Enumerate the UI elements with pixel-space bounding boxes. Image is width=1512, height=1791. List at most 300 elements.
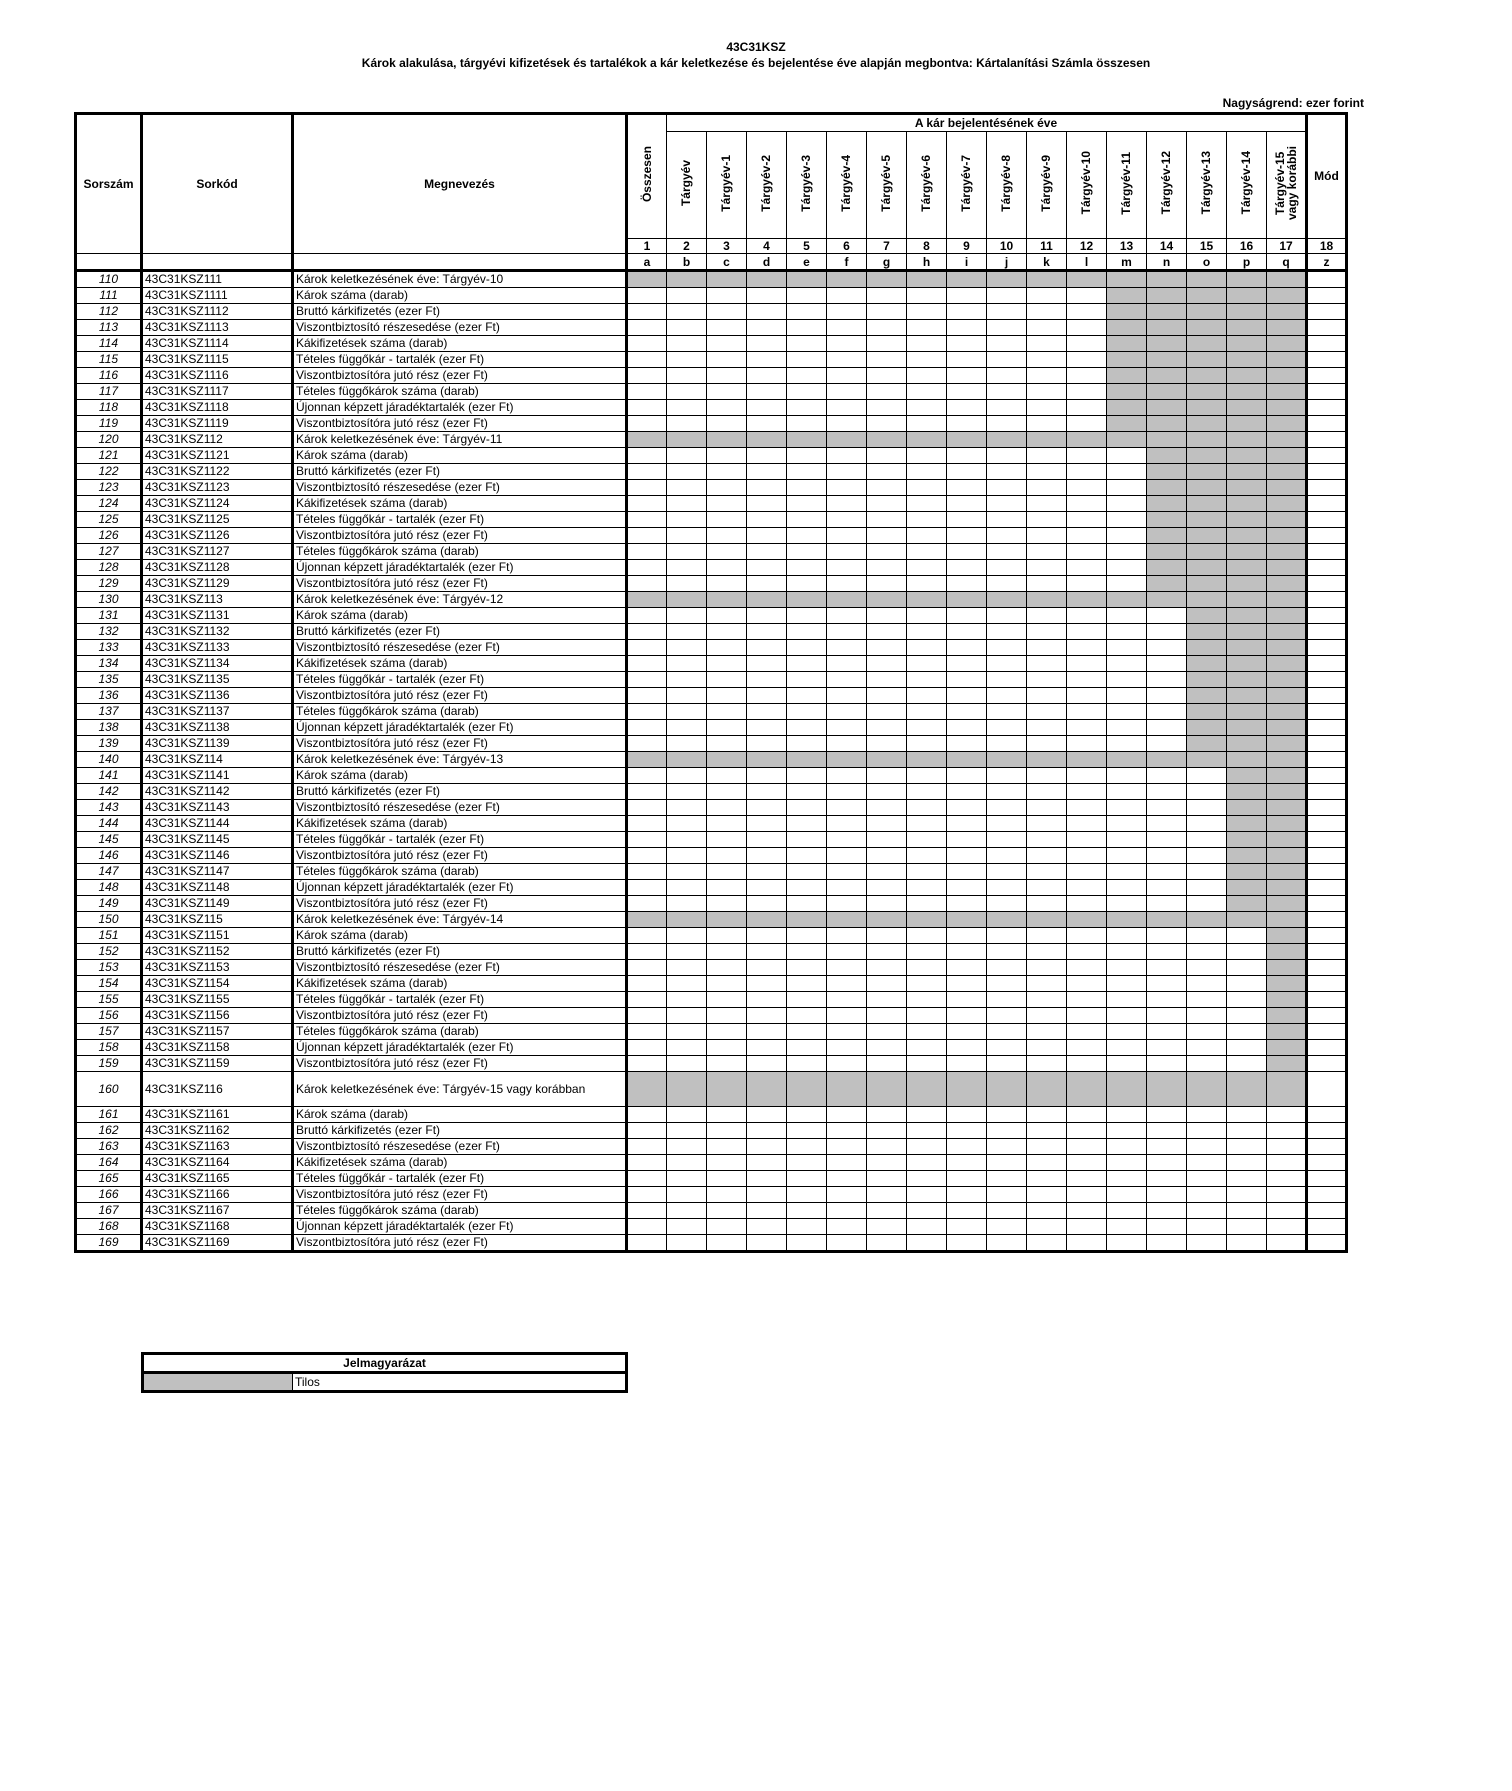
- data-cell[interactable]: [1267, 1203, 1307, 1219]
- data-cell[interactable]: [1107, 1139, 1147, 1155]
- data-cell[interactable]: [907, 976, 947, 992]
- data-cell[interactable]: [667, 960, 707, 976]
- data-cell[interactable]: [667, 528, 707, 544]
- data-cell[interactable]: [907, 1235, 947, 1252]
- data-cell[interactable]: [867, 544, 907, 560]
- data-cell[interactable]: [987, 864, 1027, 880]
- data-cell[interactable]: [947, 320, 987, 336]
- data-cell[interactable]: [1067, 496, 1107, 512]
- data-cell[interactable]: [1067, 448, 1107, 464]
- data-cell[interactable]: [627, 816, 667, 832]
- data-cell[interactable]: [907, 848, 947, 864]
- data-cell[interactable]: [987, 480, 1027, 496]
- data-cell[interactable]: [867, 848, 907, 864]
- mod-cell[interactable]: [1307, 400, 1347, 416]
- data-cell[interactable]: [827, 496, 867, 512]
- data-cell[interactable]: [707, 880, 747, 896]
- data-cell[interactable]: [1107, 1203, 1147, 1219]
- data-cell[interactable]: [747, 720, 787, 736]
- data-cell[interactable]: [947, 336, 987, 352]
- mod-cell[interactable]: [1307, 752, 1347, 768]
- data-cell[interactable]: [627, 656, 667, 672]
- data-cell[interactable]: [707, 320, 747, 336]
- data-cell[interactable]: [907, 768, 947, 784]
- data-cell[interactable]: [707, 1107, 747, 1123]
- data-cell[interactable]: [1147, 816, 1187, 832]
- data-cell[interactable]: [627, 944, 667, 960]
- data-cell[interactable]: [867, 400, 907, 416]
- data-cell[interactable]: [1027, 864, 1067, 880]
- data-cell[interactable]: [907, 576, 947, 592]
- data-cell[interactable]: [747, 880, 787, 896]
- data-cell[interactable]: [627, 416, 667, 432]
- data-cell[interactable]: [627, 928, 667, 944]
- data-cell[interactable]: [787, 1056, 827, 1072]
- data-cell[interactable]: [667, 1235, 707, 1252]
- data-cell[interactable]: [987, 1187, 1027, 1203]
- data-cell[interactable]: [787, 992, 827, 1008]
- mod-cell[interactable]: [1307, 992, 1347, 1008]
- data-cell[interactable]: [1107, 1123, 1147, 1139]
- data-cell[interactable]: [1027, 768, 1067, 784]
- data-cell[interactable]: [627, 1040, 667, 1056]
- data-cell[interactable]: [747, 1235, 787, 1252]
- data-cell[interactable]: [987, 576, 1027, 592]
- data-cell[interactable]: [907, 544, 947, 560]
- data-cell[interactable]: [947, 800, 987, 816]
- data-cell[interactable]: [787, 768, 827, 784]
- data-cell[interactable]: [947, 992, 987, 1008]
- data-cell[interactable]: [947, 1219, 987, 1235]
- data-cell[interactable]: [1027, 1107, 1067, 1123]
- data-cell[interactable]: [947, 608, 987, 624]
- data-cell[interactable]: [627, 528, 667, 544]
- data-cell[interactable]: [747, 992, 787, 1008]
- data-cell[interactable]: [667, 560, 707, 576]
- data-cell[interactable]: [1067, 1008, 1107, 1024]
- data-cell[interactable]: [667, 640, 707, 656]
- data-cell[interactable]: [1187, 928, 1227, 944]
- data-cell[interactable]: [667, 336, 707, 352]
- data-cell[interactable]: [867, 768, 907, 784]
- data-cell[interactable]: [987, 944, 1027, 960]
- data-cell[interactable]: [707, 544, 747, 560]
- data-cell[interactable]: [707, 720, 747, 736]
- data-cell[interactable]: [747, 800, 787, 816]
- data-cell[interactable]: [747, 1155, 787, 1171]
- data-cell[interactable]: [1107, 816, 1147, 832]
- data-cell[interactable]: [747, 832, 787, 848]
- data-cell[interactable]: [867, 384, 907, 400]
- data-cell[interactable]: [1067, 720, 1107, 736]
- data-cell[interactable]: [787, 400, 827, 416]
- data-cell[interactable]: [1027, 608, 1067, 624]
- data-cell[interactable]: [867, 1008, 907, 1024]
- data-cell[interactable]: [627, 624, 667, 640]
- data-cell[interactable]: [1147, 608, 1187, 624]
- data-cell[interactable]: [907, 384, 947, 400]
- data-cell[interactable]: [707, 1008, 747, 1024]
- data-cell[interactable]: [707, 816, 747, 832]
- data-cell[interactable]: [1107, 720, 1147, 736]
- data-cell[interactable]: [787, 640, 827, 656]
- data-cell[interactable]: [667, 944, 707, 960]
- data-cell[interactable]: [1027, 560, 1067, 576]
- data-cell[interactable]: [827, 1123, 867, 1139]
- data-cell[interactable]: [747, 288, 787, 304]
- data-cell[interactable]: [667, 608, 707, 624]
- data-cell[interactable]: [747, 560, 787, 576]
- data-cell[interactable]: [1067, 656, 1107, 672]
- data-cell[interactable]: [947, 368, 987, 384]
- data-cell[interactable]: [667, 1123, 707, 1139]
- data-cell[interactable]: [947, 976, 987, 992]
- data-cell[interactable]: [947, 624, 987, 640]
- data-cell[interactable]: [707, 768, 747, 784]
- data-cell[interactable]: [707, 624, 747, 640]
- mod-cell[interactable]: [1307, 368, 1347, 384]
- data-cell[interactable]: [827, 608, 867, 624]
- data-cell[interactable]: [1147, 1040, 1187, 1056]
- data-cell[interactable]: [827, 1219, 867, 1235]
- data-cell[interactable]: [787, 736, 827, 752]
- data-cell[interactable]: [707, 336, 747, 352]
- data-cell[interactable]: [1147, 656, 1187, 672]
- data-cell[interactable]: [987, 336, 1027, 352]
- data-cell[interactable]: [947, 1056, 987, 1072]
- data-cell[interactable]: [787, 928, 827, 944]
- data-cell[interactable]: [1067, 976, 1107, 992]
- data-cell[interactable]: [707, 1187, 747, 1203]
- data-cell[interactable]: [907, 480, 947, 496]
- data-cell[interactable]: [667, 624, 707, 640]
- data-cell[interactable]: [867, 1107, 907, 1123]
- mod-cell[interactable]: [1307, 928, 1347, 944]
- data-cell[interactable]: [627, 320, 667, 336]
- data-cell[interactable]: [747, 528, 787, 544]
- data-cell[interactable]: [907, 464, 947, 480]
- data-cell[interactable]: [1107, 784, 1147, 800]
- data-cell[interactable]: [1027, 368, 1067, 384]
- data-cell[interactable]: [747, 624, 787, 640]
- data-cell[interactable]: [1027, 544, 1067, 560]
- data-cell[interactable]: [787, 816, 827, 832]
- data-cell[interactable]: [627, 992, 667, 1008]
- data-cell[interactable]: [787, 800, 827, 816]
- data-cell[interactable]: [867, 1056, 907, 1072]
- data-cell[interactable]: [1027, 400, 1067, 416]
- data-cell[interactable]: [867, 656, 907, 672]
- data-cell[interactable]: [707, 960, 747, 976]
- data-cell[interactable]: [627, 1219, 667, 1235]
- data-cell[interactable]: [867, 416, 907, 432]
- data-cell[interactable]: [1107, 560, 1147, 576]
- data-cell[interactable]: [747, 1056, 787, 1072]
- data-cell[interactable]: [1107, 512, 1147, 528]
- data-cell[interactable]: [1107, 848, 1147, 864]
- data-cell[interactable]: [787, 1040, 827, 1056]
- data-cell[interactable]: [1227, 1107, 1267, 1123]
- data-cell[interactable]: [747, 1139, 787, 1155]
- data-cell[interactable]: [867, 288, 907, 304]
- data-cell[interactable]: [747, 928, 787, 944]
- data-cell[interactable]: [827, 1155, 867, 1171]
- data-cell[interactable]: [827, 976, 867, 992]
- data-cell[interactable]: [947, 656, 987, 672]
- data-cell[interactable]: [827, 288, 867, 304]
- data-cell[interactable]: [987, 640, 1027, 656]
- data-cell[interactable]: [667, 800, 707, 816]
- mod-cell[interactable]: [1307, 1139, 1347, 1155]
- data-cell[interactable]: [747, 384, 787, 400]
- data-cell[interactable]: [827, 1040, 867, 1056]
- data-cell[interactable]: [707, 560, 747, 576]
- data-cell[interactable]: [787, 512, 827, 528]
- mod-cell[interactable]: [1307, 640, 1347, 656]
- data-cell[interactable]: [1027, 448, 1067, 464]
- data-cell[interactable]: [627, 1187, 667, 1203]
- mod-cell[interactable]: [1307, 1155, 1347, 1171]
- data-cell[interactable]: [627, 720, 667, 736]
- data-cell[interactable]: [907, 496, 947, 512]
- data-cell[interactable]: [867, 576, 907, 592]
- data-cell[interactable]: [1067, 1203, 1107, 1219]
- data-cell[interactable]: [947, 816, 987, 832]
- data-cell[interactable]: [627, 1008, 667, 1024]
- data-cell[interactable]: [787, 1235, 827, 1252]
- data-cell[interactable]: [907, 400, 947, 416]
- data-cell[interactable]: [1107, 1008, 1147, 1024]
- data-cell[interactable]: [1067, 992, 1107, 1008]
- data-cell[interactable]: [627, 1155, 667, 1171]
- data-cell[interactable]: [1227, 960, 1267, 976]
- data-cell[interactable]: [667, 656, 707, 672]
- data-cell[interactable]: [827, 944, 867, 960]
- data-cell[interactable]: [867, 1235, 907, 1252]
- data-cell[interactable]: [627, 560, 667, 576]
- data-cell[interactable]: [1147, 800, 1187, 816]
- data-cell[interactable]: [1147, 1107, 1187, 1123]
- data-cell[interactable]: [627, 800, 667, 816]
- data-cell[interactable]: [947, 384, 987, 400]
- data-cell[interactable]: [947, 1024, 987, 1040]
- mod-cell[interactable]: [1307, 672, 1347, 688]
- data-cell[interactable]: [1107, 1024, 1147, 1040]
- data-cell[interactable]: [827, 336, 867, 352]
- data-cell[interactable]: [667, 512, 707, 528]
- data-cell[interactable]: [1107, 896, 1147, 912]
- data-cell[interactable]: [667, 1008, 707, 1024]
- data-cell[interactable]: [667, 976, 707, 992]
- data-cell[interactable]: [827, 896, 867, 912]
- data-cell[interactable]: [787, 704, 827, 720]
- data-cell[interactable]: [947, 352, 987, 368]
- data-cell[interactable]: [1147, 624, 1187, 640]
- data-cell[interactable]: [1187, 832, 1227, 848]
- data-cell[interactable]: [947, 1040, 987, 1056]
- data-cell[interactable]: [907, 656, 947, 672]
- data-cell[interactable]: [707, 672, 747, 688]
- data-cell[interactable]: [627, 368, 667, 384]
- data-cell[interactable]: [1027, 1171, 1067, 1187]
- data-cell[interactable]: [907, 992, 947, 1008]
- data-cell[interactable]: [827, 1187, 867, 1203]
- data-cell[interactable]: [627, 704, 667, 720]
- data-cell[interactable]: [627, 768, 667, 784]
- data-cell[interactable]: [787, 448, 827, 464]
- data-cell[interactable]: [907, 320, 947, 336]
- data-cell[interactable]: [667, 416, 707, 432]
- data-cell[interactable]: [707, 1219, 747, 1235]
- mod-cell[interactable]: [1307, 1203, 1347, 1219]
- data-cell[interactable]: [907, 1219, 947, 1235]
- data-cell[interactable]: [1147, 688, 1187, 704]
- data-cell[interactable]: [827, 320, 867, 336]
- data-cell[interactable]: [1187, 1008, 1227, 1024]
- data-cell[interactable]: [907, 1171, 947, 1187]
- data-cell[interactable]: [1027, 720, 1067, 736]
- data-cell[interactable]: [867, 704, 907, 720]
- data-cell[interactable]: [907, 1155, 947, 1171]
- mod-cell[interactable]: [1307, 1219, 1347, 1235]
- data-cell[interactable]: [1187, 896, 1227, 912]
- data-cell[interactable]: [627, 496, 667, 512]
- data-cell[interactable]: [747, 576, 787, 592]
- data-cell[interactable]: [667, 720, 707, 736]
- data-cell[interactable]: [1147, 1187, 1187, 1203]
- data-cell[interactable]: [987, 800, 1027, 816]
- mod-cell[interactable]: [1307, 432, 1347, 448]
- data-cell[interactable]: [1267, 1123, 1307, 1139]
- mod-cell[interactable]: [1307, 800, 1347, 816]
- data-cell[interactable]: [987, 736, 1027, 752]
- data-cell[interactable]: [1107, 832, 1147, 848]
- data-cell[interactable]: [1107, 480, 1147, 496]
- data-cell[interactable]: [1067, 736, 1107, 752]
- data-cell[interactable]: [987, 464, 1027, 480]
- data-cell[interactable]: [787, 960, 827, 976]
- data-cell[interactable]: [1147, 960, 1187, 976]
- data-cell[interactable]: [1227, 1123, 1267, 1139]
- data-cell[interactable]: [787, 1171, 827, 1187]
- data-cell[interactable]: [867, 640, 907, 656]
- data-cell[interactable]: [707, 416, 747, 432]
- data-cell[interactable]: [1147, 944, 1187, 960]
- data-cell[interactable]: [1107, 464, 1147, 480]
- data-cell[interactable]: [1067, 1155, 1107, 1171]
- data-cell[interactable]: [667, 1107, 707, 1123]
- data-cell[interactable]: [787, 384, 827, 400]
- data-cell[interactable]: [707, 928, 747, 944]
- data-cell[interactable]: [947, 736, 987, 752]
- data-cell[interactable]: [1027, 352, 1067, 368]
- data-cell[interactable]: [787, 368, 827, 384]
- mod-cell[interactable]: [1307, 320, 1347, 336]
- data-cell[interactable]: [627, 1171, 667, 1187]
- data-cell[interactable]: [907, 800, 947, 816]
- data-cell[interactable]: [1067, 768, 1107, 784]
- data-cell[interactable]: [787, 576, 827, 592]
- data-cell[interactable]: [1027, 928, 1067, 944]
- data-cell[interactable]: [987, 368, 1027, 384]
- data-cell[interactable]: [947, 544, 987, 560]
- mod-cell[interactable]: [1307, 656, 1347, 672]
- data-cell[interactable]: [947, 512, 987, 528]
- data-cell[interactable]: [987, 1024, 1027, 1040]
- data-cell[interactable]: [947, 928, 987, 944]
- data-cell[interactable]: [947, 464, 987, 480]
- data-cell[interactable]: [987, 304, 1027, 320]
- data-cell[interactable]: [947, 576, 987, 592]
- data-cell[interactable]: [1227, 1219, 1267, 1235]
- data-cell[interactable]: [867, 624, 907, 640]
- data-cell[interactable]: [1107, 624, 1147, 640]
- mod-cell[interactable]: [1307, 496, 1347, 512]
- mod-cell[interactable]: [1307, 1008, 1347, 1024]
- data-cell[interactable]: [987, 976, 1027, 992]
- data-cell[interactable]: [747, 864, 787, 880]
- mod-cell[interactable]: [1307, 784, 1347, 800]
- data-cell[interactable]: [1027, 784, 1067, 800]
- data-cell[interactable]: [827, 704, 867, 720]
- data-cell[interactable]: [747, 448, 787, 464]
- data-cell[interactable]: [707, 400, 747, 416]
- data-cell[interactable]: [747, 464, 787, 480]
- data-cell[interactable]: [827, 352, 867, 368]
- data-cell[interactable]: [747, 352, 787, 368]
- data-cell[interactable]: [1027, 688, 1067, 704]
- data-cell[interactable]: [707, 368, 747, 384]
- data-cell[interactable]: [1267, 1171, 1307, 1187]
- data-cell[interactable]: [1067, 896, 1107, 912]
- data-cell[interactable]: [1147, 640, 1187, 656]
- data-cell[interactable]: [1067, 1040, 1107, 1056]
- data-cell[interactable]: [787, 896, 827, 912]
- data-cell[interactable]: [1067, 688, 1107, 704]
- data-cell[interactable]: [707, 464, 747, 480]
- data-cell[interactable]: [1027, 1203, 1067, 1219]
- data-cell[interactable]: [707, 496, 747, 512]
- data-cell[interactable]: [827, 720, 867, 736]
- data-cell[interactable]: [1107, 768, 1147, 784]
- data-cell[interactable]: [1227, 1008, 1267, 1024]
- data-cell[interactable]: [627, 1123, 667, 1139]
- data-cell[interactable]: [947, 704, 987, 720]
- data-cell[interactable]: [987, 1235, 1027, 1252]
- data-cell[interactable]: [987, 560, 1027, 576]
- data-cell[interactable]: [1107, 1056, 1147, 1072]
- data-cell[interactable]: [747, 816, 787, 832]
- data-cell[interactable]: [747, 1040, 787, 1056]
- data-cell[interactable]: [1067, 880, 1107, 896]
- data-cell[interactable]: [667, 880, 707, 896]
- data-cell[interactable]: [1187, 880, 1227, 896]
- data-cell[interactable]: [947, 1139, 987, 1155]
- data-cell[interactable]: [787, 1139, 827, 1155]
- data-cell[interactable]: [1027, 384, 1067, 400]
- data-cell[interactable]: [787, 848, 827, 864]
- data-cell[interactable]: [1067, 944, 1107, 960]
- data-cell[interactable]: [1187, 800, 1227, 816]
- data-cell[interactable]: [827, 1171, 867, 1187]
- data-cell[interactable]: [1147, 1024, 1187, 1040]
- data-cell[interactable]: [867, 816, 907, 832]
- data-cell[interactable]: [1067, 416, 1107, 432]
- data-cell[interactable]: [1267, 1235, 1307, 1252]
- data-cell[interactable]: [747, 320, 787, 336]
- data-cell[interactable]: [987, 288, 1027, 304]
- data-cell[interactable]: [947, 688, 987, 704]
